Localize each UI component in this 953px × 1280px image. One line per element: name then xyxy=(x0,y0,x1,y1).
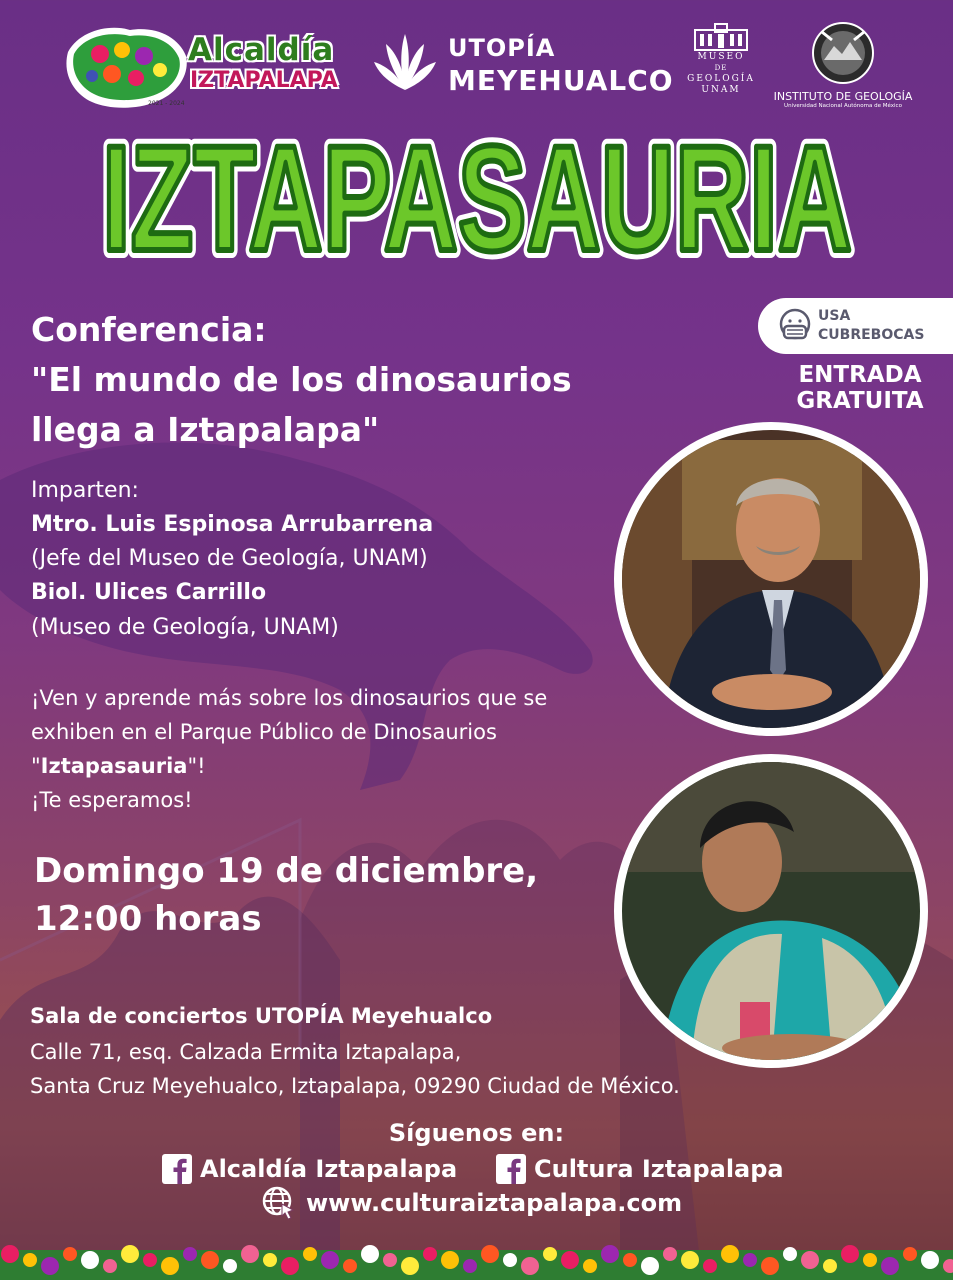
flower xyxy=(81,1251,99,1269)
facebook-link-cultura[interactable] xyxy=(496,1152,784,1186)
flower xyxy=(783,1247,797,1261)
flower xyxy=(303,1247,317,1261)
social1-label: Alcaldía Iztapalapa xyxy=(200,1155,458,1183)
flower xyxy=(241,1245,259,1263)
flower xyxy=(121,1245,139,1263)
flower xyxy=(383,1253,397,1267)
flower xyxy=(503,1253,517,1267)
mask-required-badge xyxy=(758,298,953,354)
flower xyxy=(743,1253,757,1267)
website-link[interactable] xyxy=(262,1186,682,1220)
flower xyxy=(641,1257,659,1275)
invite-quote-open: " xyxy=(31,754,41,778)
flower xyxy=(463,1259,477,1273)
flower xyxy=(841,1245,859,1263)
flower xyxy=(823,1259,837,1273)
website-label: www.culturaiztapalapa.com xyxy=(306,1189,683,1217)
flower xyxy=(721,1245,739,1263)
utopia-meyehualco-logo xyxy=(372,28,672,98)
social2-label: Cultura Iztapalapa xyxy=(534,1155,784,1183)
flower xyxy=(903,1247,917,1261)
meyehualco-word: MEYEHUALCO xyxy=(448,64,674,97)
museum-building-icon xyxy=(691,22,751,52)
flower xyxy=(521,1257,539,1275)
flower xyxy=(481,1245,499,1263)
flower xyxy=(921,1251,939,1269)
globe-cursor-icon xyxy=(262,1186,296,1220)
speaker2-role: (Museo de Geología, UNAM) xyxy=(31,615,339,640)
flower xyxy=(361,1245,379,1263)
mask-line2: CUBREBOCAS xyxy=(818,327,925,343)
iztapalapa-word: IZTAPALAPA xyxy=(190,68,338,93)
alcaldia-word: Alcaldía xyxy=(188,32,335,68)
speaker2-portrait xyxy=(622,762,920,1060)
flower-border xyxy=(0,1236,953,1280)
flower xyxy=(681,1251,699,1269)
mask-text xyxy=(818,307,924,345)
museo-line3: GEOLOGÍA xyxy=(687,74,755,84)
event-date: Domingo 19 de diciembre, xyxy=(34,851,539,891)
invite-quote-close: "! xyxy=(187,754,206,778)
flower xyxy=(583,1259,597,1273)
title-outline: IZTAPASAURIA xyxy=(102,132,852,272)
flower xyxy=(23,1253,37,1267)
speaker1-portrait xyxy=(622,430,920,728)
flower xyxy=(423,1247,437,1261)
title-fill: IZTAPASAURIA xyxy=(102,132,852,272)
follow-us-label: Síguenos en: xyxy=(388,1119,565,1147)
flower xyxy=(103,1259,117,1273)
flower xyxy=(143,1253,157,1267)
flower xyxy=(263,1253,277,1267)
alcaldia-iztapalapa-logo xyxy=(60,22,345,114)
instituto-sub: Universidad Nacional Autónoma de México xyxy=(784,103,902,109)
invite-line3 xyxy=(31,750,206,783)
facebook-link-alcaldia[interactable] xyxy=(162,1152,457,1186)
instituto-name: INSTITUTO DE GEOLOGÍA xyxy=(773,90,913,103)
flower-map-emblem xyxy=(60,22,190,112)
iztapasauria-title xyxy=(92,132,862,272)
flower xyxy=(321,1251,339,1269)
flower xyxy=(1,1245,19,1263)
utopia-word: UTOPÍA xyxy=(448,34,556,62)
entry-line2: GRATUITA xyxy=(796,388,924,414)
mask-line1: USA xyxy=(818,308,851,324)
flower xyxy=(561,1251,579,1269)
alcaldia-years: 2021 - 2024 xyxy=(148,100,185,107)
entry-line1: ENTRADA xyxy=(798,362,922,388)
flower xyxy=(63,1247,77,1261)
museo-line4: UNAM xyxy=(701,85,741,95)
flower xyxy=(881,1257,899,1275)
venue-name: Sala de conciertos UTOPÍA Meyehualco xyxy=(30,1004,493,1028)
flower xyxy=(761,1257,779,1275)
flower xyxy=(863,1253,877,1267)
instituto-geologia-logo xyxy=(768,20,918,115)
event-time: 12:00 horas xyxy=(34,899,262,939)
venue-address-line2: Santa Cruz Meyehualco, Iztapalapa, 09290 Ciudad de México. xyxy=(30,1074,680,1098)
flower xyxy=(401,1257,419,1275)
flower xyxy=(703,1259,717,1273)
flower xyxy=(281,1257,299,1275)
title-lettering xyxy=(92,132,862,272)
speaker2-name: Biol. Ulices Carrillo xyxy=(31,580,267,605)
speaker2-photo xyxy=(614,754,928,1068)
conference-label: Conferencia: xyxy=(31,310,267,349)
museo-geologia-logo xyxy=(684,22,758,114)
invite-line4: ¡Te esperamos! xyxy=(31,788,193,812)
museo-line2: DE xyxy=(714,64,728,72)
flower xyxy=(343,1259,357,1273)
speaker1-name: Mtro. Luis Espinosa Arrubarrena xyxy=(31,512,434,537)
speaker1-role: (Jefe del Museo de Geología, UNAM) xyxy=(31,546,428,571)
flower xyxy=(223,1259,237,1273)
flower xyxy=(623,1253,637,1267)
invite-line2: exhiben en el Parque Público de Dinosaurios xyxy=(31,720,497,744)
flower xyxy=(663,1247,677,1261)
invite-park-name: Iztapasauria xyxy=(40,754,188,778)
invite-line1: ¡Ven y aprende más sobre los dinosaurios que se xyxy=(31,686,548,710)
flower xyxy=(201,1251,219,1269)
facebook-icon xyxy=(496,1154,526,1184)
flower xyxy=(183,1247,197,1261)
flower xyxy=(601,1245,619,1263)
free-entry-badge xyxy=(780,362,940,414)
flower xyxy=(441,1251,459,1269)
flower xyxy=(543,1247,557,1261)
flower xyxy=(161,1257,179,1275)
geology-seal-icon xyxy=(810,20,876,86)
speakers-intro: Imparten: xyxy=(31,478,139,503)
face-mask-icon xyxy=(778,308,812,344)
flower xyxy=(41,1257,59,1275)
museo-line1: MUSEO xyxy=(697,52,745,62)
conference-title-line1: "El mundo de los dinosaurios xyxy=(31,360,572,399)
speaker1-photo xyxy=(614,422,928,736)
conference-title-line2: llega a Iztapalapa" xyxy=(31,410,380,449)
venue-address-line1: Calle 71, esq. Calzada Ermita Iztapalapa, xyxy=(30,1040,462,1064)
flower xyxy=(801,1251,819,1269)
facebook-icon xyxy=(162,1154,192,1184)
agave-icon xyxy=(372,30,438,96)
